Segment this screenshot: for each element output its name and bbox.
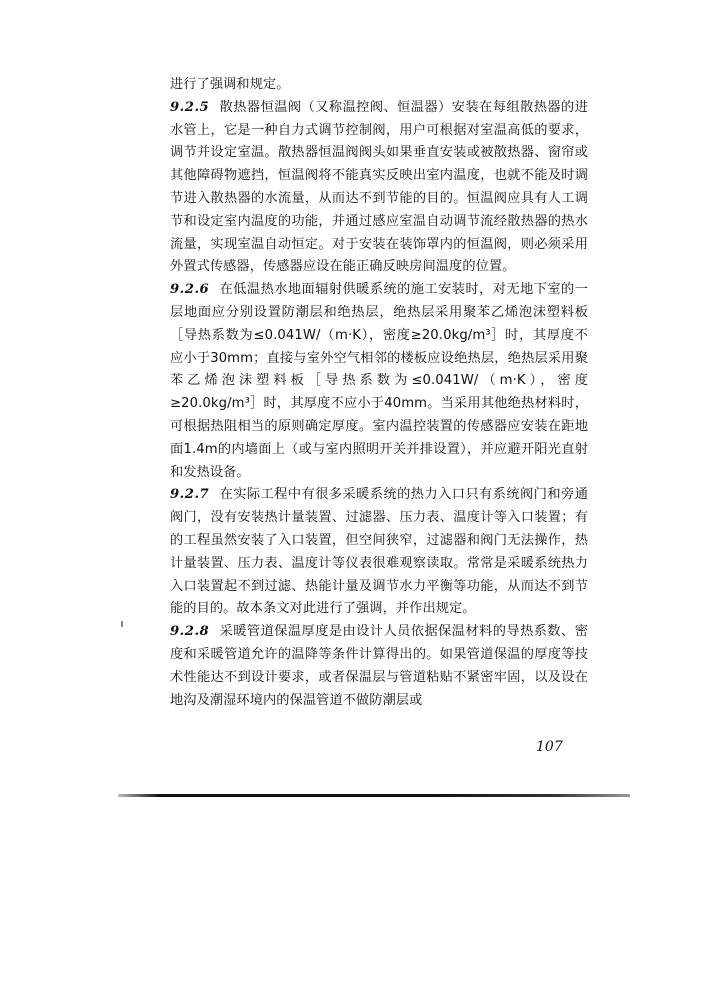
paragraph-text: 在实际工程中有很多采暖系统的热力入口只有系统阀门和旁通阀门，没有安装热计量装置、过滤器、压力表、温度计等入口装置；有的工程虽然安装了入口装置，但空间狭窄，过滤器和阀门无法操作，热计量装置、压力表、温度计等仪表很难观察读取。常常是采暖系统热力入口装置起不到过滤、热能计量及调节水力平衡等功能，从而达不到节能的目的。故本条文对此进行了强调，并作出规定。 (170, 487, 588, 617)
footer-divider (118, 794, 630, 797)
paragraph-text: 采暖管道保温厚度是由设计人员依据保温材料的导热系数、密度和采暖管道允许的温降等条件计算得出的。如果管道保温的厚度等技术性能达不到设计要求，或者保温层与管道粘贴不紧密牢固，以及设在地沟及潮湿环境内的保温管道不做防潮层或 (170, 624, 588, 708)
paragraph-text: 进行了强调和规定。 (170, 77, 290, 92)
paragraph-9-2-8 (170, 621, 588, 712)
clause-number: 9.2.6 (170, 282, 210, 298)
paragraph-9-2-7 (170, 484, 588, 621)
paragraph-text: 在低温热水地面辐射供暖系统的施工安装时，对无地下室的一层地面应分别设置防潮层和绝热层，绝热层采用聚苯乙烯泡沫塑料板［导热系数为≤0.041W/（m·K），密度≥20.0kg/m³］时，其厚度不应小于30mm；直接与室外空气相邻的楼板应设绝热层，绝热层采用聚苯乙烯泡沫塑料板［导热系数为≤0.041W/（m·K），密度≥20.0kg/m³］时，其厚度不应小于40mm。当采用其他绝热材料时，可根据热阻相当的原则确定厚度。室内温控装置的传感器应安装在距地面1.4m的内墙面上（或与室内照明开关并排设置），并应避开阳光直射和发热设备。 (170, 282, 588, 480)
page-body-text (170, 74, 588, 712)
margin-mark (121, 621, 123, 627)
page-number: 107 (536, 739, 563, 755)
paragraph-continuation (170, 74, 588, 97)
paragraph-9-2-5 (170, 97, 588, 279)
clause-number: 9.2.5 (170, 99, 210, 115)
clause-number: 9.2.8 (170, 624, 210, 640)
paragraph-9-2-6 (170, 279, 588, 484)
paragraph-text: 散热器恒温阀（又称温控阀、恒温器）安装在每组散热器的进水管上，它是一种自力式调节控制阀，用户可根据对室温高低的要求，调节并设定室温。散热器恒温阀阀头如果垂直安装或被散热器、窗帘或其他障碍物遮挡，恒温阀将不能真实反映出室内温度，也就不能及时调节进入散热器的水流量，从而达不到节能的目的。恒温阀应具有人工调节和设定室内温度的功能，并通过感应室温自动调节流经散热器的热水流量，实现室温自动恒定。对于安装在装饰罩内的恒温阀，则必须采用外置式传感器，传感器应设在能正确反映房间温度的位置。 (170, 99, 588, 275)
clause-number: 9.2.7 (170, 487, 210, 503)
